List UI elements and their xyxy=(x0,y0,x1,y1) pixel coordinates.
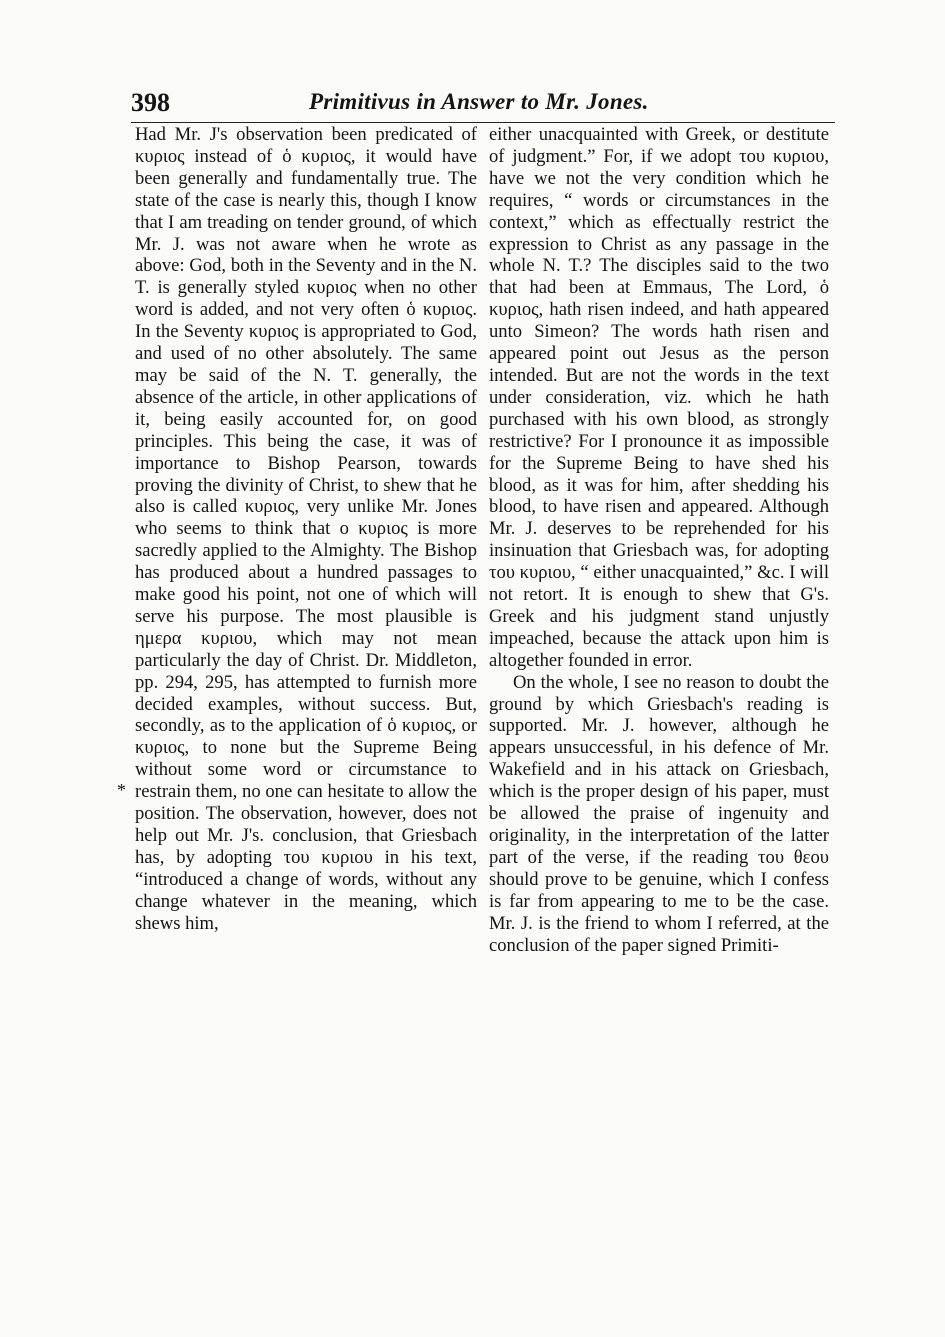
running-title: Primitivus in Answer to Mr. Jones. xyxy=(309,89,649,114)
page-header xyxy=(131,88,835,123)
paragraph: either unacquainted with Greek, or destitute of judgment.” For, if we adopt του κυριου, have we not the very condition which he requires, “ words or circumstances in the context,” which as effectually restrict the expression to Christ as any passage in the whole N. T.? The disciples said to the two that had been at Emmaus, The Lord, ὁ κυριος, hath risen indeed, and hath appeared unto Simeon? The words hath risen and appeared point out Jesus as the person intended. But are not the words in the text under consideration, viz. which he hath purchased with his own blood, as strongly restrictive? For I pronounce it as impossible for the Supreme Being to have shed his blood, as it was for him, after shedding his blood, to have risen and appeared. Although Mr. J. deserves to be reprehended for his insinuation that Griesbach was, for adopting του κυριου, “ either unacquainted,” &c. I will not retort. It is enough to shew that G's. Greek and his judgment stand unjustly impeached, because the attack upon him is altogether founded in error. xyxy=(489,124,829,671)
left-column xyxy=(135,124,477,935)
paragraph: On the whole, I see no reason to doubt the ground by which Griesbach's reading is supported. Mr. J. however, although he appears unsuccessful, in his defence of Mr. Wakefield and in his attack on Griesbach, which is the proper design of his paper, must be allowed the praise of ingenuity and originality, in the interpretation of the latter part of the verse, if the reading του θεου should prove to be genuine, which I confess is far from appearing to me to be the case. Mr. J. is the friend to whom I referred, at the conclusion of the paper signed Primiti- xyxy=(489,671,829,956)
margin-mark: * xyxy=(117,780,126,800)
paragraph: Had Mr. J's observation been predicated of κυριος instead of ὁ κυριος, it would have been generally and fundamentally true. The state of the case is nearly this, though I know that I am treading on tender ground, of which Mr. J. was not aware when he wrote as above: God, both in the Seventy and in the N. T. is generally styled κυριος when no other word is added, and not very often ὁ κυριος. In the Seventy κυριος is appropriated to God, and used of no other absolutely. The same may be said of the N. T. generally, the absence of the article, in other applications of it, being easily accounted for, on good principles. This being the case, it was of importance to Bishop Pearson, towards proving the divinity of Christ, to shew that he also is called κυριος, very unlike Mr. Jones who seems to think that ο κυριος is more sacredly applied to the Almighty. The Bishop has produced about a hundred passages to make good his point, not one of which will serve his purpose. The most plausible is ημερα κυριου, which may not mean particularly the day of Christ. Dr. Middleton, pp. 294, 295, has attempted to furnish more decided examples, without success. But, secondly, as to the application of ὁ κυριος, or κυριος, to none but the Supreme Being without some word or circumstance to restrain them, no one can hesitate to allow the position. The observation, however, does not help out Mr. J's. conclusion, that Griesbach has, by adopting του κυριου in his text, “introduced a change of words, without any change whatever in the meaning, which shews him, xyxy=(135,124,477,934)
page-number: 398 xyxy=(131,88,170,117)
right-column xyxy=(489,124,829,956)
